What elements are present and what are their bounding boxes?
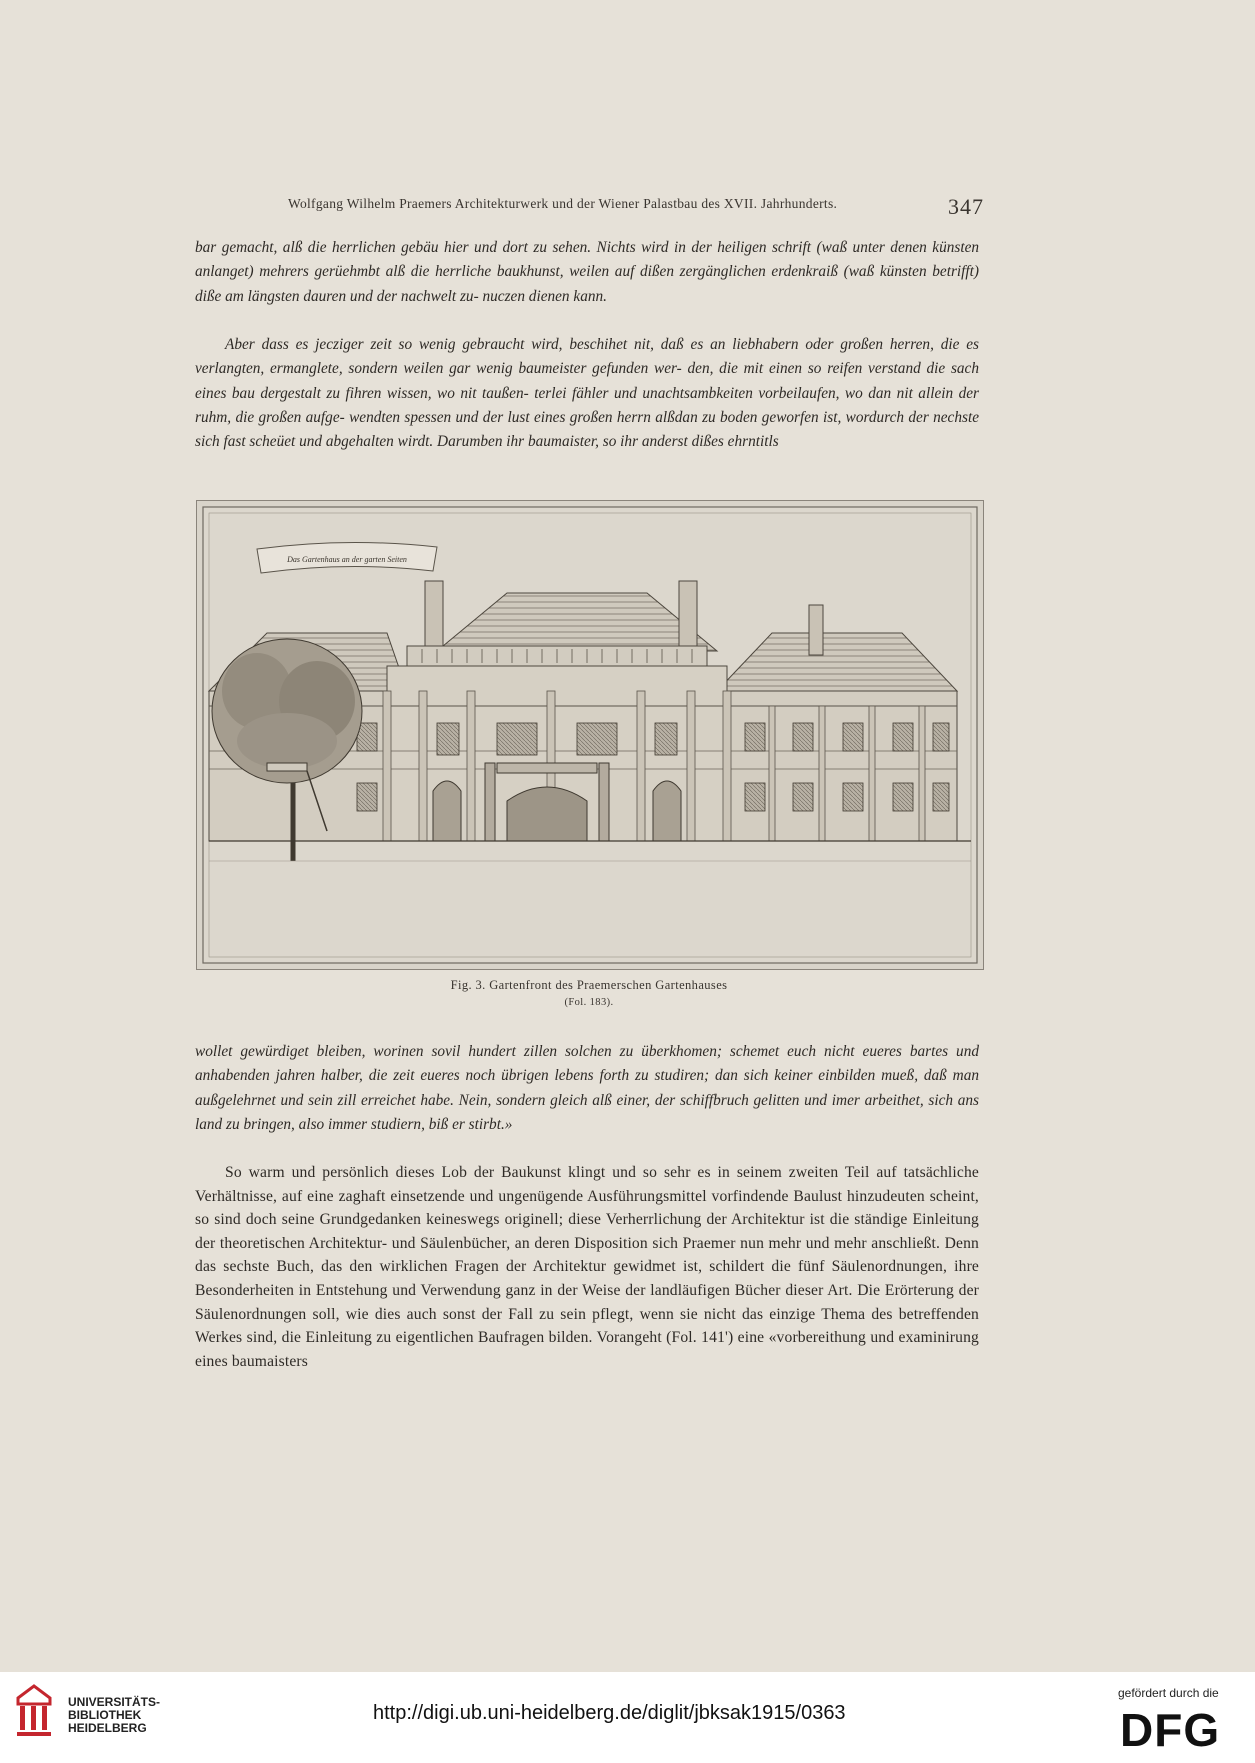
text-line: diese Verherrlichung der Architektur ist die ständige Einleitung der theoretischen Architektur- und: [195, 1211, 979, 1252]
text-line: Säulenbücher, an deren Disposition sich Praemer nun mehr und mehr anschließt. Denn das sechste: [195, 1234, 979, 1276]
text-line: So warm und persönlich dieses Lob der Baukunst klingt und so sehr es in seinem zweiten: [225, 1164, 839, 1181]
banner-text: Das Gartenhaus an der garten Seiten: [287, 555, 407, 564]
text-line: großen herren, die es verlangten, ermanglete, sondern weilen gar wenig baumeister gefunden wer-: [195, 336, 979, 378]
viewer-footer: [0, 1672, 1255, 1763]
text-line: Buch, das den wirklichen Fragen der Architektur gewidmet ist, schildert die fünf Säulenordnungen,: [276, 1258, 948, 1276]
funded-by-label: gefördert durch die: [1118, 1686, 1219, 1700]
text-line: Teil auf tatsächliche Verhältnisse, auf eine zaghaft einsetzende und ungenügende Ausführungsmittel: [195, 1164, 979, 1205]
paragraph-quote-1: [195, 236, 979, 309]
library-name[interactable]: [68, 1696, 160, 1735]
text-line: (waß unter denen künsten anlanget) mehrers gerüehmbt alß die herrliche baukhunst, weilen auf dißen: [195, 239, 980, 281]
text-line: Aber dass es jecziger zeit so wenig gebraucht wird, beschihet nit, daß es an liebhabern oder: [225, 336, 834, 353]
paragraph-body: [195, 1161, 979, 1373]
library-line: BIBLIOTHEK: [68, 1708, 142, 1722]
text-line: gleich alß einer, der schiffbruch gelitten und imer arbeithet, sich ans land zu bringen, also immer: [195, 1091, 980, 1133]
text-line: eueres bartes und anhabenden jahren halber, die zeit eueres noch übrigen lebens forth zu studiren;: [195, 1043, 979, 1085]
library-line: HEIDELBERG: [68, 1721, 147, 1735]
permalink-url[interactable]: http://digi.ub.uni-heidelberg.de/diglit/jbksak1915/0363: [373, 1702, 846, 1724]
running-header: Wolfgang Wilhelm Praemers Architekturwerk und der Wiener Palastbau des XVII. Jahrhunderts.: [288, 196, 838, 211]
page-number: 347: [948, 194, 984, 219]
text-line: wollet gewürdiget bleiben, worinen sovil hundert zillen solchen zu überkhomen; schemet euch nicht: [195, 1043, 855, 1060]
paragraph-quote-3: [195, 1040, 979, 1137]
garden-house-engraving: [197, 501, 983, 969]
text-line: zergänglichen erdenkraiß (waß künsten betrifft) diße am längsten dauren und der nachwelt zu-: [195, 263, 980, 305]
library-line: UNIVERSITÄTS-: [68, 1695, 161, 1709]
text-line: sich fast scheüet und abgehalten wirdt. Darumben ihr baumaister, so ihr anderst dißes ehrntitls: [195, 433, 779, 451]
caption-main: Fig. 3. Gartenfront des Praemerschen Gartenhauses: [450, 978, 728, 992]
figure-caption: [196, 978, 982, 1008]
text-line: Baufragen bilden. Vorangeht (Fol. 141') eine «vorbereithung und examinirung eines baumaisters: [195, 1329, 979, 1370]
text-line: vorfindende Baulust hinzudeuten scheint, so sind doch seine Grundgedanken keineswegs originell;: [195, 1187, 979, 1229]
text-line: dieser Art. Die Erörterung der Säulenordnungen soll, wie dies auch sonst der Fall zu sein pflegt,: [195, 1281, 979, 1323]
text-line: wendten spessen und der lust eines großen herrn alßdan zu boden geworfen ist, wordurch der nechste: [349, 408, 979, 426]
figure-engraving: [196, 500, 984, 970]
text-line: ihre Besonderheiten in Entstehung und Verwendung ganz in der Weise der landläufigen Bücher: [195, 1258, 979, 1299]
text-line: studiern, biß er stirbt.»: [370, 1115, 513, 1133]
dfg-logo[interactable]: DFG: [1120, 1704, 1221, 1756]
text-line: bar gemacht, alß die herrlichen gebäu hier und dort zu sehen. Nichts wird in der heiligen schrift: [195, 239, 812, 256]
paragraph-quote-2: [195, 333, 979, 454]
text-line: dan sich keiner einbilden mueß, daß man außgelehrnet und sein zill erreichet habe. Nein, sondern: [195, 1067, 979, 1109]
text-line: nuczen dienen kann.: [482, 287, 607, 305]
text-line: terlei fähler und unachtsambkeiten vorbeilaufen, wo dan nit allein der ruhm, die großen aufge-: [195, 384, 979, 426]
ub-heidelberg-logo-icon[interactable]: [14, 1684, 54, 1740]
text-line: wenn sie nicht das einzige Thema des betreffenden Werkes sind, die Einleitung zu eigentlichen: [195, 1305, 979, 1347]
caption-sub: (Fol. 183).: [564, 997, 614, 1008]
text-line: den, die mit einen so reifen verstand die sach eines bau dergestalt zu fihren wissen, wo nit taußen-: [195, 360, 979, 402]
